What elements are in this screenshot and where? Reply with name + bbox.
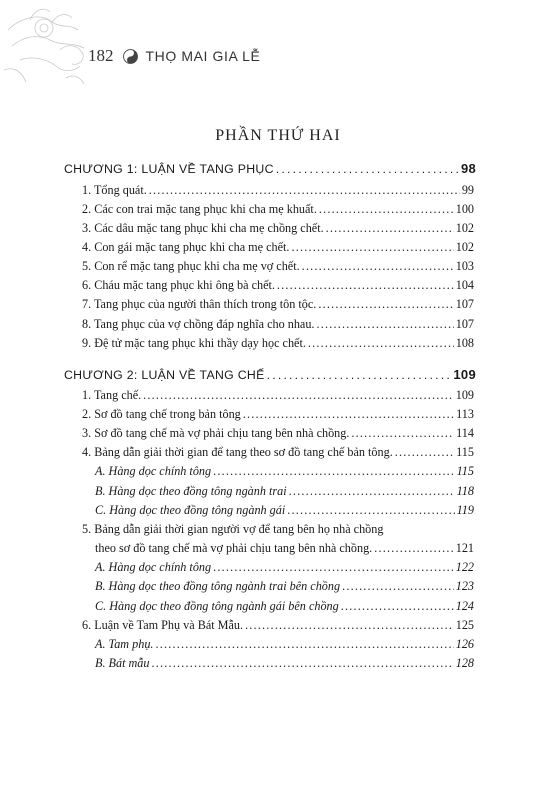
toc-item-label: 1. Tổng quát. xyxy=(82,183,147,197)
toc-item[interactable] xyxy=(95,539,474,557)
toc-item[interactable] xyxy=(82,238,474,256)
toc-item[interactable] xyxy=(82,181,474,199)
toc-item-label: 3. Sơ đồ tang chế mà vợ phải chịu tang bên nhà chồng. xyxy=(82,426,350,440)
toc-subitem[interactable] xyxy=(95,482,474,500)
toc-subitem[interactable] xyxy=(95,654,474,672)
toc-item-label: 4. Con gái mặc tang phục khi cha mẹ chết. xyxy=(82,240,290,254)
toc-page-number: 107 xyxy=(455,317,474,331)
toc-item-label: B. Hàng dọc theo đồng tông ngành trai bên chồng xyxy=(95,579,341,593)
toc-page-number: 126 xyxy=(455,637,474,651)
toc-subitem[interactable] xyxy=(95,635,474,653)
toc-leader-dots xyxy=(287,501,454,519)
toc-item[interactable] xyxy=(82,276,474,294)
toc-item-label: 2. Sơ đồ tang chế trong bản tông xyxy=(82,407,241,421)
toc-page-number: 128 xyxy=(455,656,474,670)
toc-subitem[interactable] xyxy=(95,501,474,519)
toc-item-label: A. Hàng dọc chính tông xyxy=(95,560,212,574)
toc-item-label: 4. Bảng dẫn giải thời gian để tang theo sơ đồ tang chế bản tông. xyxy=(82,445,393,459)
toc-leader-dots xyxy=(245,616,454,634)
toc-item-label: theo sơ đồ tang chế mà vợ phải chịu tang bên nhà chồng. xyxy=(95,541,373,555)
toc-page-number: 114 xyxy=(456,426,474,440)
toc-item-label: 2. Các con trai mặc tang phục khi cha mẹ khuất. xyxy=(82,202,317,216)
toc-page-number: 115 xyxy=(456,464,474,478)
toc-leader-dots xyxy=(316,315,453,333)
toc-item-label: 8. Tang phục của vợ chồng đáp nghĩa cho nhau. xyxy=(82,317,315,331)
toc-leader-dots xyxy=(351,424,454,442)
toc-page-number: 102 xyxy=(455,240,474,254)
toc-subitem[interactable] xyxy=(95,558,474,576)
toc-page-number: 118 xyxy=(456,484,474,498)
toc-leader-dots xyxy=(143,386,454,404)
toc-leader-dots xyxy=(342,577,454,595)
toc-page-number: 123 xyxy=(455,579,474,593)
toc-page-number: 98 xyxy=(460,161,476,176)
toc-subitem[interactable] xyxy=(95,462,474,480)
toc-page-number: 124 xyxy=(455,599,474,613)
toc-item[interactable] xyxy=(82,200,474,218)
toc-item-label: 5. Con rể mặc tang phục khi cha mẹ vợ chết. xyxy=(82,259,300,273)
page-number: 182 xyxy=(88,46,114,65)
toc-leader-dots xyxy=(291,238,453,256)
toc-page-number: 121 xyxy=(455,541,474,555)
toc-item-label: 9. Đệ tử mặc tang phục khi thầy dạy học chết. xyxy=(82,336,306,350)
toc-leader-dots xyxy=(341,597,454,615)
yin-yang-icon xyxy=(123,49,138,64)
toc-page-number: 125 xyxy=(455,618,474,632)
toc-leader-dots xyxy=(267,366,452,384)
toc-leader-dots xyxy=(318,295,453,313)
toc-leader-dots xyxy=(395,443,454,461)
part-title: PHẦN THỨ HAI xyxy=(215,127,341,144)
toc-item-label-first-line[interactable]: 5. Bảng dẫn giải thời gian người vợ để tang bên họ nhà chồng xyxy=(82,522,384,536)
toc-chapter-title: CHƯƠNG 2: LUẬN VỀ TANG CHẾ xyxy=(64,368,265,382)
toc-page-number: 115 xyxy=(456,445,474,459)
toc-item-label: C. Hàng dọc theo đồng tông ngành gái bên chồng xyxy=(95,599,339,613)
toc-item[interactable] xyxy=(82,257,474,275)
toc-subitem[interactable] xyxy=(95,577,474,595)
toc-item[interactable] xyxy=(82,424,474,442)
toc-chapter-1[interactable] xyxy=(64,160,476,178)
toc-leader-dots xyxy=(302,257,454,275)
toc-chapter-2[interactable] xyxy=(64,366,476,384)
page-header xyxy=(88,44,260,68)
toc-leader-dots xyxy=(243,405,454,423)
toc-leader-dots xyxy=(213,462,455,480)
toc-page-number: 99 xyxy=(461,183,474,197)
toc-item-label: C. Hàng dọc theo đồng tông ngành gái xyxy=(95,503,286,517)
toc-subitem[interactable] xyxy=(95,597,474,615)
toc-page-number: 108 xyxy=(455,336,474,350)
toc-leader-dots xyxy=(289,482,455,500)
toc-page-number: 113 xyxy=(456,407,474,421)
book-title: THỌ MAI GIA LỄ xyxy=(145,48,261,64)
toc-leader-dots xyxy=(277,276,454,294)
toc-page-number: 109 xyxy=(455,388,474,402)
toc-leader-dots xyxy=(319,200,454,218)
toc-item[interactable] xyxy=(82,219,474,237)
toc-item[interactable] xyxy=(82,616,474,634)
toc-leader-dots xyxy=(308,334,454,352)
toc-page-number: 103 xyxy=(455,259,474,273)
toc-leader-dots xyxy=(276,160,459,178)
toc-item[interactable] xyxy=(82,334,474,352)
toc-leader-dots xyxy=(152,654,454,672)
toc-item-label: B. Bát mẫu xyxy=(95,656,150,670)
toc-leader-dots xyxy=(155,635,453,653)
toc-page-number: 107 xyxy=(455,297,474,311)
toc-page-number: 104 xyxy=(455,278,474,292)
toc-item-label: 7. Tang phục của người thân thích trong tôn tộc. xyxy=(82,297,317,311)
toc-item[interactable] xyxy=(82,315,474,333)
toc-chapter-title: CHƯƠNG 1: LUẬN VỀ TANG PHỤC xyxy=(64,162,274,176)
toc-page-number: 119 xyxy=(456,503,474,517)
toc-item-label: 3. Các dâu mặc tang phục khi cha mẹ chồng chết. xyxy=(82,221,324,235)
toc-leader-dots xyxy=(213,558,454,576)
toc-leader-dots xyxy=(149,181,460,199)
toc-item-label: 1. Tang chế. xyxy=(82,388,142,402)
toc-page-number: 102 xyxy=(455,221,474,235)
toc-page-number: 122 xyxy=(455,560,474,574)
toc-page-number: 100 xyxy=(455,202,474,216)
toc-item-label: A. Hàng dọc chính tông xyxy=(95,464,212,478)
toc-item-label: 6. Luận về Tam Phụ và Bát Mẫu. xyxy=(82,618,244,632)
toc-leader-dots xyxy=(326,219,454,237)
toc-item[interactable] xyxy=(82,443,474,461)
toc-page-number: 109 xyxy=(453,367,476,382)
toc-item[interactable] xyxy=(82,405,474,423)
toc-item-label: A. Tam phụ. xyxy=(95,637,154,651)
toc-item[interactable] xyxy=(82,295,474,313)
toc-item[interactable] xyxy=(82,386,474,404)
toc-item-label: 6. Cháu mặc tang phục khi ông bà chết. xyxy=(82,278,275,292)
toc-item-label: B. Hàng dọc theo đồng tông ngành trai xyxy=(95,484,287,498)
toc-leader-dots xyxy=(374,539,454,557)
